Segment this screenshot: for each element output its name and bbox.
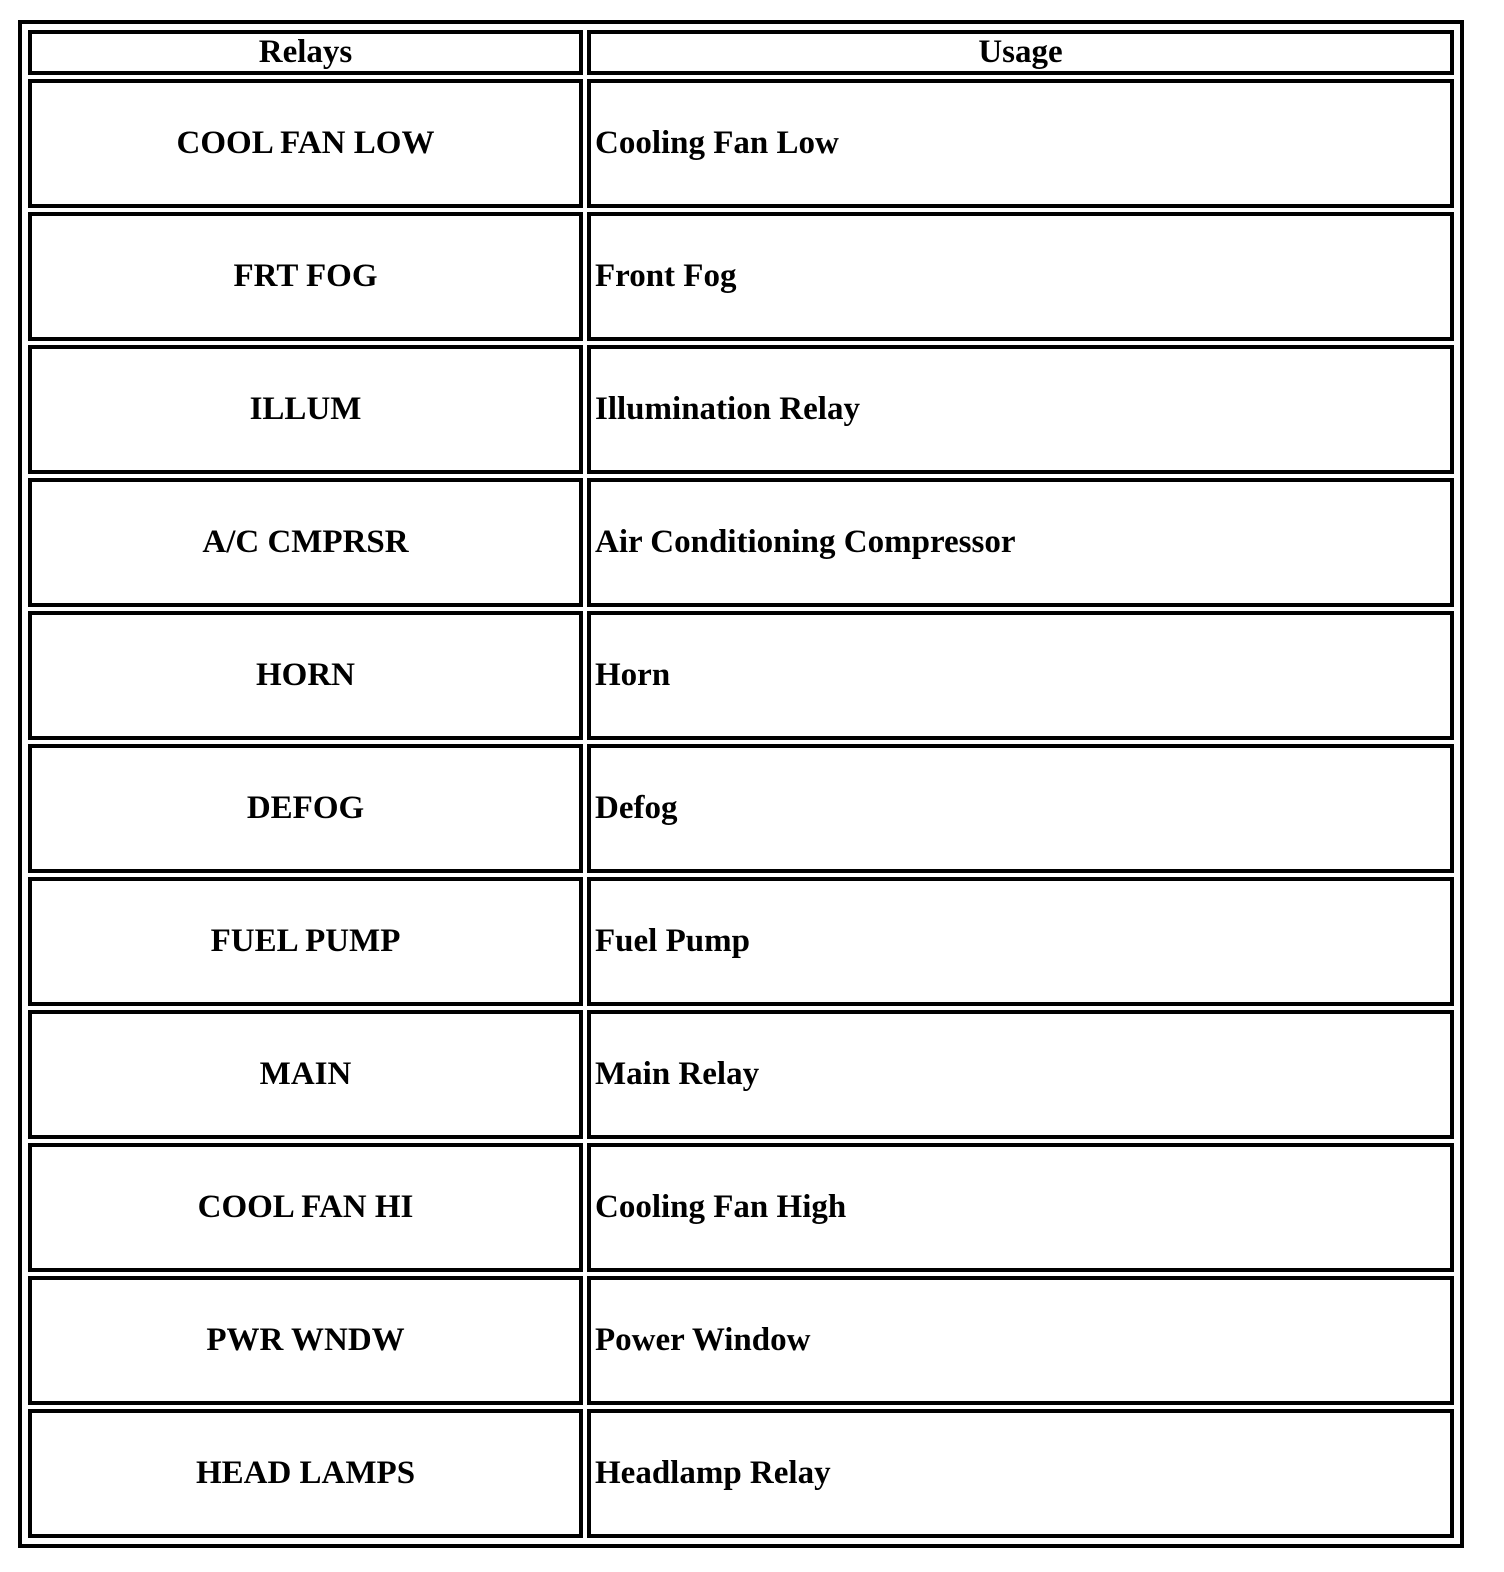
usage-cell: Cooling Fan High — [587, 1143, 1454, 1272]
relay-table — [24, 26, 1458, 1542]
usage-cell: Headlamp Relay — [587, 1409, 1454, 1538]
relay-cell: COOL FAN LOW — [28, 79, 583, 208]
table-row — [28, 611, 1454, 740]
table-row — [28, 744, 1454, 873]
relay-cell: A/C CMPRSR — [28, 478, 583, 607]
table-row — [28, 877, 1454, 1006]
table-row — [28, 478, 1454, 607]
usage-cell: Power Window — [587, 1276, 1454, 1405]
relay-cell: DEFOG — [28, 744, 583, 873]
table-row — [28, 1276, 1454, 1405]
table-row — [28, 1010, 1454, 1139]
column-header-usage: Usage — [587, 30, 1454, 75]
usage-cell: Main Relay — [587, 1010, 1454, 1139]
relay-cell: COOL FAN HI — [28, 1143, 583, 1272]
usage-cell: Cooling Fan Low — [587, 79, 1454, 208]
relay-cell: HORN — [28, 611, 583, 740]
usage-cell: Defog — [587, 744, 1454, 873]
relay-cell: PWR WNDW — [28, 1276, 583, 1405]
table-row — [28, 1143, 1454, 1272]
table-row — [28, 345, 1454, 474]
relay-cell: FRT FOG — [28, 212, 583, 341]
relay-cell: FUEL PUMP — [28, 877, 583, 1006]
usage-cell: Illumination Relay — [587, 345, 1454, 474]
table-row — [28, 1409, 1454, 1538]
usage-cell: Fuel Pump — [587, 877, 1454, 1006]
relay-cell: ILLUM — [28, 345, 583, 474]
table-header-row — [28, 30, 1454, 75]
relay-cell: HEAD LAMPS — [28, 1409, 583, 1538]
usage-cell: Air Conditioning Compressor — [587, 478, 1454, 607]
table-row — [28, 212, 1454, 341]
usage-cell: Front Fog — [587, 212, 1454, 341]
column-header-relays: Relays — [28, 30, 583, 75]
usage-cell: Horn — [587, 611, 1454, 740]
relay-cell: MAIN — [28, 1010, 583, 1139]
table-row — [28, 79, 1454, 208]
relay-table-frame — [18, 20, 1464, 1548]
